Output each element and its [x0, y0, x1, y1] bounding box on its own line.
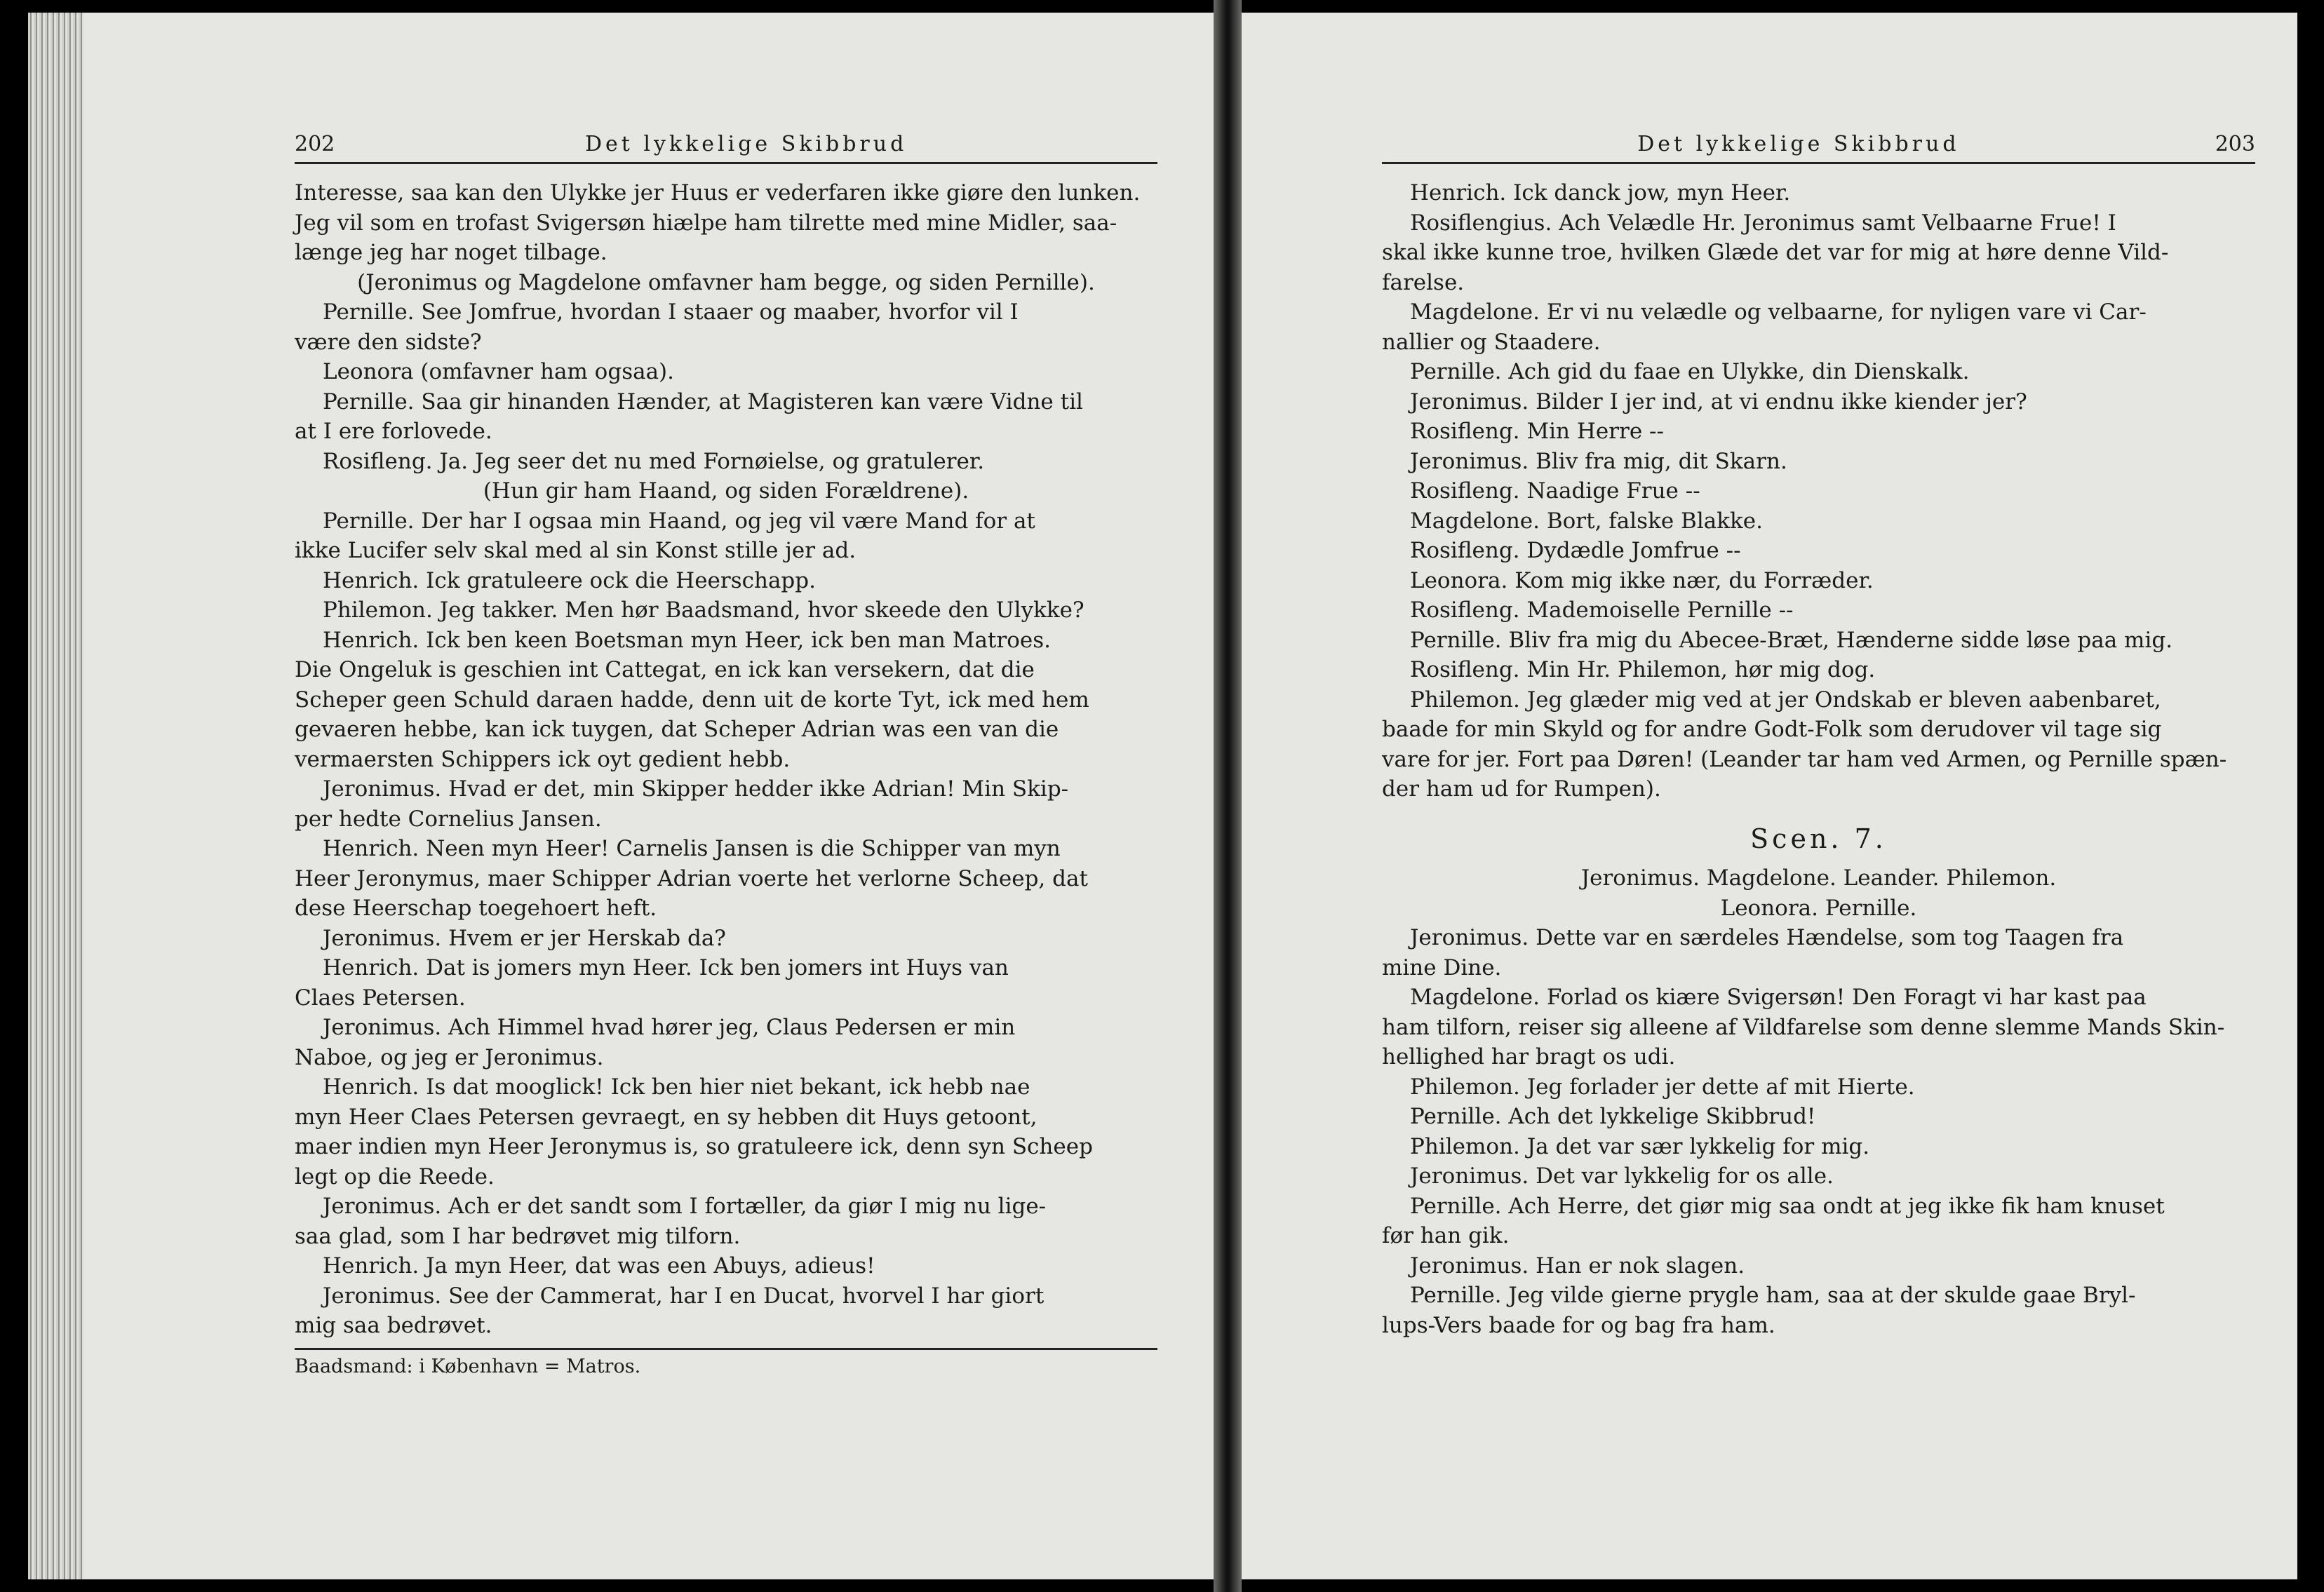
book-gutter [1214, 0, 1242, 1592]
speech-line: Jeronimus. Dette var en særdeles Hændelse, som tog Taagen fra [1410, 925, 2124, 950]
speech-line: Jeronimus. Han er nok slagen. [1410, 1253, 1745, 1279]
speech-line: Leonora. Kom mig ikke nær, du Forræder. [1410, 567, 1874, 593]
text-line: legt op die Reede. [295, 1163, 495, 1189]
speech-line: Jeronimus. See der Cammerat, har I en Ducat, hvorvel I har giort [323, 1283, 1045, 1309]
text-line: være den sidste? [295, 329, 482, 355]
text-line: skal ikke kunne troe, hvilken Glæde det var for mig at høre denne Vild- [1382, 240, 2169, 265]
text-line: gevaeren hebbe, kan ick tuygen, dat Scheper Adrian was een van die [295, 717, 1059, 742]
text-line: vermaersten Schippers ick oyt gedient hebb. [295, 746, 791, 772]
left-page-header [295, 132, 1157, 164]
speech-line: Jeronimus. Bliv fra mig, dit Skarn. [1410, 448, 1787, 474]
scene-title: Scen. 7. [1750, 823, 1887, 854]
stage-direction: (Jeronimus og Magdelone omfavner ham begge, og siden Pernille). [357, 269, 1095, 295]
text-line: der ham ud for Rumpen). [1382, 776, 1661, 802]
text-line: nallier og Staadere. [1382, 329, 1601, 355]
page-number: 203 [2215, 132, 2255, 156]
right-page-text [1382, 178, 2255, 1340]
running-title: Det lykkelige Skibbrud [1637, 132, 1960, 156]
footnote: Baadsmand: i København = Matros. [295, 1348, 1157, 1377]
speech-line: Pernille. Ach det lykkelige Skibbrud! [1410, 1104, 1816, 1129]
text-line: farelse. [1382, 269, 1465, 295]
speech-line: Pernille. Jeg vilde gierne prygle ham, saa at der skulde gaae Bryl- [1410, 1283, 2136, 1308]
speech-line: Pernille. Bliv fra mig du Abecee-Bræt, Hænderne sidde løse paa mig. [1410, 627, 2173, 653]
text-line: saa glad, som I har bedrøvet mig tilforn. [295, 1223, 741, 1249]
speech-line: Henrich. Neen myn Heer! Carnelis Jansen is die Schipper van myn [323, 836, 1061, 861]
speech-line: Pernille. Der har I ogsaa min Haand, og jeg vil være Mand for at [323, 508, 1035, 534]
speech-line: Jeronimus. Hvem er jer Herskab da? [323, 925, 726, 951]
text-line: vare for jer. Fort paa Døren! (Leander tar ham ved Armen, og Pernille spæn- [1382, 746, 2227, 772]
speech-line: Philemon. Jeg glæder mig ved at jer Ondskab er bleven aabenbaret, [1410, 687, 2161, 713]
text-line: myn Heer Claes Petersen gevraegt, en sy hebben dit Huys getoont, [295, 1104, 1037, 1130]
text-line: dese Heerschap toegehoert heft. [295, 896, 657, 921]
text-line: at I ere forlovede. [295, 419, 492, 444]
scene-cast: Jeronimus. Magdelone. Leander. Philemon. [1580, 865, 2057, 891]
text-line: Heer Jeronymus, maer Schipper Adrian voerte het verlorne Scheep, dat [295, 865, 1088, 891]
speech-line: Rosifleng. Dydædle Jomfrue -- [1410, 538, 1741, 563]
text-line: baade for min Skyld og for andre Godt-Folk som derudover vil tage sig [1382, 717, 2162, 742]
running-title: Det lykkelige Skibbrud [584, 132, 908, 156]
speech-line: Henrich. Ick gratuleere ock die Heerschapp. [323, 567, 816, 593]
speech-line: Jeronimus. Ach er det sandt som I fortæller, da giør I mig nu lige- [323, 1194, 1047, 1219]
speech-line: Pernille. See Jomfrue, hvordan I staaer og maaber, hvorfor vil I [323, 299, 1019, 325]
right-page-header [1382, 132, 2255, 164]
speech-line: Pernille. Ach gid du faae en Ulykke, din Dienskalk. [1410, 359, 1970, 384]
speech-line: Rosifleng. Ja. Jeg seer det nu med Fornøielse, og gratulerer. [323, 448, 985, 474]
speech-line: Jeronimus. Bilder I jer ind, at vi endnu ikke kiender jer? [1410, 389, 2027, 414]
speech-line: Magdelone. Forlad os kiære Svigersøn! Den Foragt vi har kast paa [1410, 985, 2147, 1010]
text-line: længe jeg har noget tilbage. [295, 240, 607, 265]
stage-direction: (Hun gir ham Haand, og siden Forældrene). [483, 478, 969, 504]
text-line: Interesse, saa kan den Ulykke jer Huus er vederfaren ikke giøre den lunken. [295, 180, 1141, 205]
text-line: ham tilforn, reiser sig alleene af Vildfarelse som denne slemme Mands Skin- [1382, 1014, 2225, 1040]
speech-line: Magdelone. Bort, falske Blakke. [1410, 508, 1763, 534]
left-page-text [295, 178, 1157, 1341]
speech-line: Rosifleng. Mademoiselle Pernille -- [1410, 598, 1794, 623]
left-page [28, 13, 1214, 1579]
text-line: lups-Vers baade for og bag fra ham. [1382, 1312, 1775, 1338]
text-line: hellighed har bragt os udi. [1382, 1044, 1676, 1070]
speech-line: Philemon. Jeg forlader jer dette af mit Hierte. [1410, 1074, 1915, 1100]
text-line: ikke Lucifer selv skal med al sin Konst stille jer ad. [295, 538, 857, 563]
text-line: før han gik. [1382, 1223, 1510, 1248]
speech-line: Jeronimus. Det var lykkelig for os alle. [1410, 1163, 1834, 1189]
text-line: mine Dine. [1382, 954, 1502, 980]
page-number: 202 [295, 132, 335, 156]
speech-line: Henrich. Is dat mooglick! Ick ben hier niet bekant, ick hebb nae [323, 1074, 1030, 1100]
text-line: Die Ongeluk is geschien int Cattegat, en ick kan versekern, dat die [295, 657, 1035, 682]
scene-cast: Leonora. Pernille. [1720, 895, 1917, 921]
speech-line: Rosifleng. Min Hr. Philemon, hør mig dog. [1410, 657, 1876, 682]
text-line: per hedte Cornelius Jansen. [295, 806, 602, 832]
speech-line: Philemon. Jeg takker. Men hør Baadsmand, hvor skeede den Ulykke? [323, 598, 1084, 623]
speech-line: Philemon. Ja det var sær lykkelig for mig. [1410, 1133, 1870, 1159]
speech-line: Henrich. Ick ben keen Boetsman myn Heer, ick ben man Matroes. [323, 627, 1051, 653]
speech-line: Leonora (omfavner ham ogsaa). [323, 359, 675, 384]
text-line: Scheper geen Schuld daraen hadde, denn uit de korte Tyt, ick med hem [295, 687, 1089, 713]
text-line: Naboe, og jeg er Jeronimus. [295, 1044, 604, 1070]
speech-line: Henrich. Ick danck jow, myn Heer. [1410, 180, 1791, 205]
speech-line: Pernille. Ach Herre, det giør mig saa ondt at jeg ikke fik ham knuset [1410, 1193, 2165, 1219]
speech-line: Henrich. Dat is jomers myn Heer. Ick ben jomers int Huys van [323, 955, 1009, 980]
text-line: Claes Petersen. [295, 985, 466, 1011]
speech-line: Jeronimus. Hvad er det, min Skipper hedder ikke Adrian! Min Skip- [323, 776, 1069, 802]
speech-line: Pernille. Saa gir hinanden Hænder, at Magisteren kan være Vidne til [323, 389, 1083, 414]
speech-line: Jeronimus. Ach Himmel hvad hører jeg, Claus Pedersen er min [323, 1015, 1016, 1040]
text-line: maer indien myn Heer Jeronymus is, so gratuleere ick, denn syn Scheep [295, 1134, 1093, 1159]
right-page [1242, 13, 2297, 1579]
text-line: Jeg vil som en trofast Svigersøn hiælpe ham tilrette med mine Midler, saa- [295, 210, 1117, 236]
speech-line: Magdelone. Er vi nu velædle og velbaarne, for nyligen vare vi Car- [1410, 299, 2147, 325]
speech-line: Henrich. Ja myn Heer, dat was een Abuys, adieus! [323, 1253, 875, 1279]
speech-line: Rosifleng. Min Herre -- [1410, 419, 1665, 444]
speech-line: Rosifleng. Naadige Frue -- [1410, 478, 1700, 504]
speech-line: Rosiflengius. Ach Velædle Hr. Jeronimus samt Velbaarne Frue! I [1410, 210, 2116, 236]
text-line: mig saa bedrøvet. [295, 1313, 492, 1338]
